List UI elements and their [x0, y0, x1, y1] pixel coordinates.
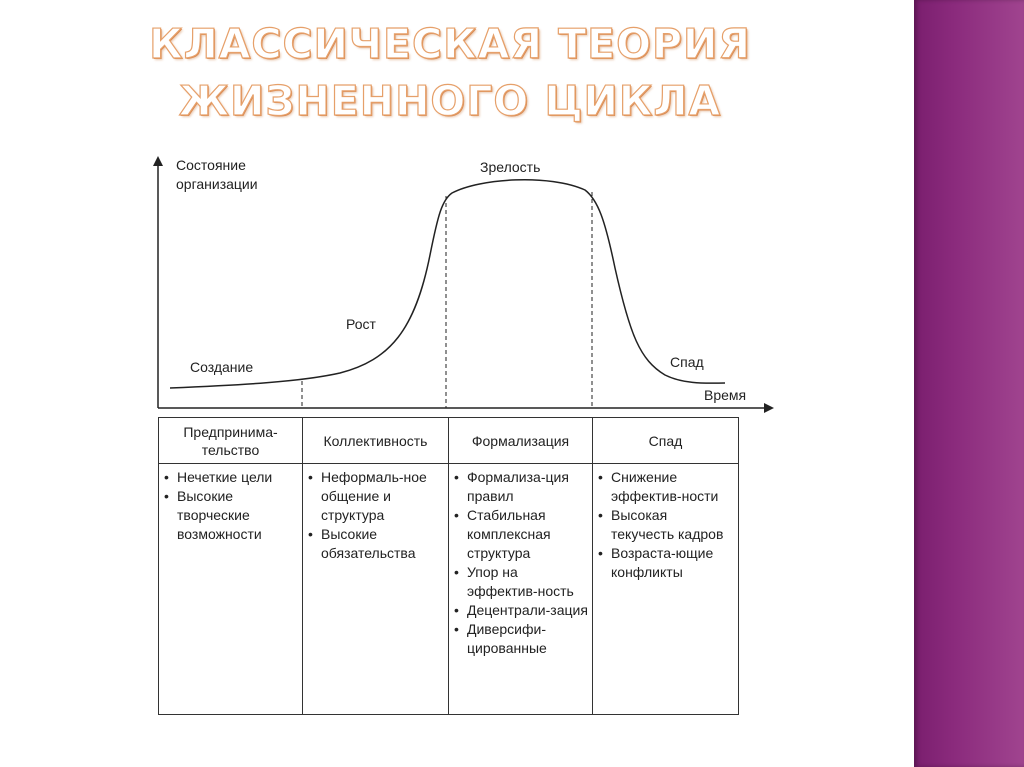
table-header-row	[159, 418, 739, 464]
cell-entrepreneurship	[159, 464, 303, 715]
cell-decline	[593, 464, 739, 715]
x-axis-label: Время	[704, 387, 747, 403]
life-cycle-curve	[170, 180, 725, 388]
list-item: • Высокие творческие возможности	[163, 487, 298, 544]
header-collectivity: Коллективность	[303, 418, 449, 464]
header-decline: Спад	[593, 418, 739, 464]
list-item: • Нечеткие цели	[163, 468, 298, 487]
table-row	[159, 464, 739, 715]
list-item: • Высокие обязательства	[307, 525, 444, 563]
title-line-1: КЛАССИЧЕСКАЯ ТЕОРИЯ	[149, 20, 751, 68]
stage-label-decline: Спад	[670, 354, 704, 370]
list-item: • Снижение эффектив-ности	[597, 468, 734, 506]
stage-label-growth: Рост	[346, 316, 376, 332]
list-item: • Неформаль-ное общение и структура	[307, 468, 444, 525]
cell-collectivity	[303, 464, 449, 715]
list-item: • Диверсифи-цированные	[453, 620, 588, 658]
header-entrepreneurship: Предпринима-тельство	[159, 418, 303, 464]
list-item: • Стабильная комплексная структура	[453, 506, 588, 563]
stage-label-creation: Создание	[190, 359, 254, 375]
list-item: • Децентрали-зация	[453, 601, 588, 620]
list-item: • Упор на эффектив-ность	[453, 563, 588, 601]
y-axis-label-line-1: Состояние	[176, 157, 246, 173]
list-item: • Возраста-ющие конфликты	[597, 544, 734, 582]
cell-formalization	[449, 464, 593, 715]
list-item: • Формализа-ция правил	[453, 468, 588, 506]
stage-label-maturity: Зрелость	[480, 159, 541, 175]
title-line-2: ЖИЗНЕННОГО ЦИКЛА	[178, 77, 722, 125]
header-formalization: Формализация	[449, 418, 593, 464]
y-axis-label-line-2: организации	[176, 176, 258, 192]
list-item: • Высокая текучесть кадров	[597, 506, 734, 544]
phases-table	[158, 417, 739, 715]
